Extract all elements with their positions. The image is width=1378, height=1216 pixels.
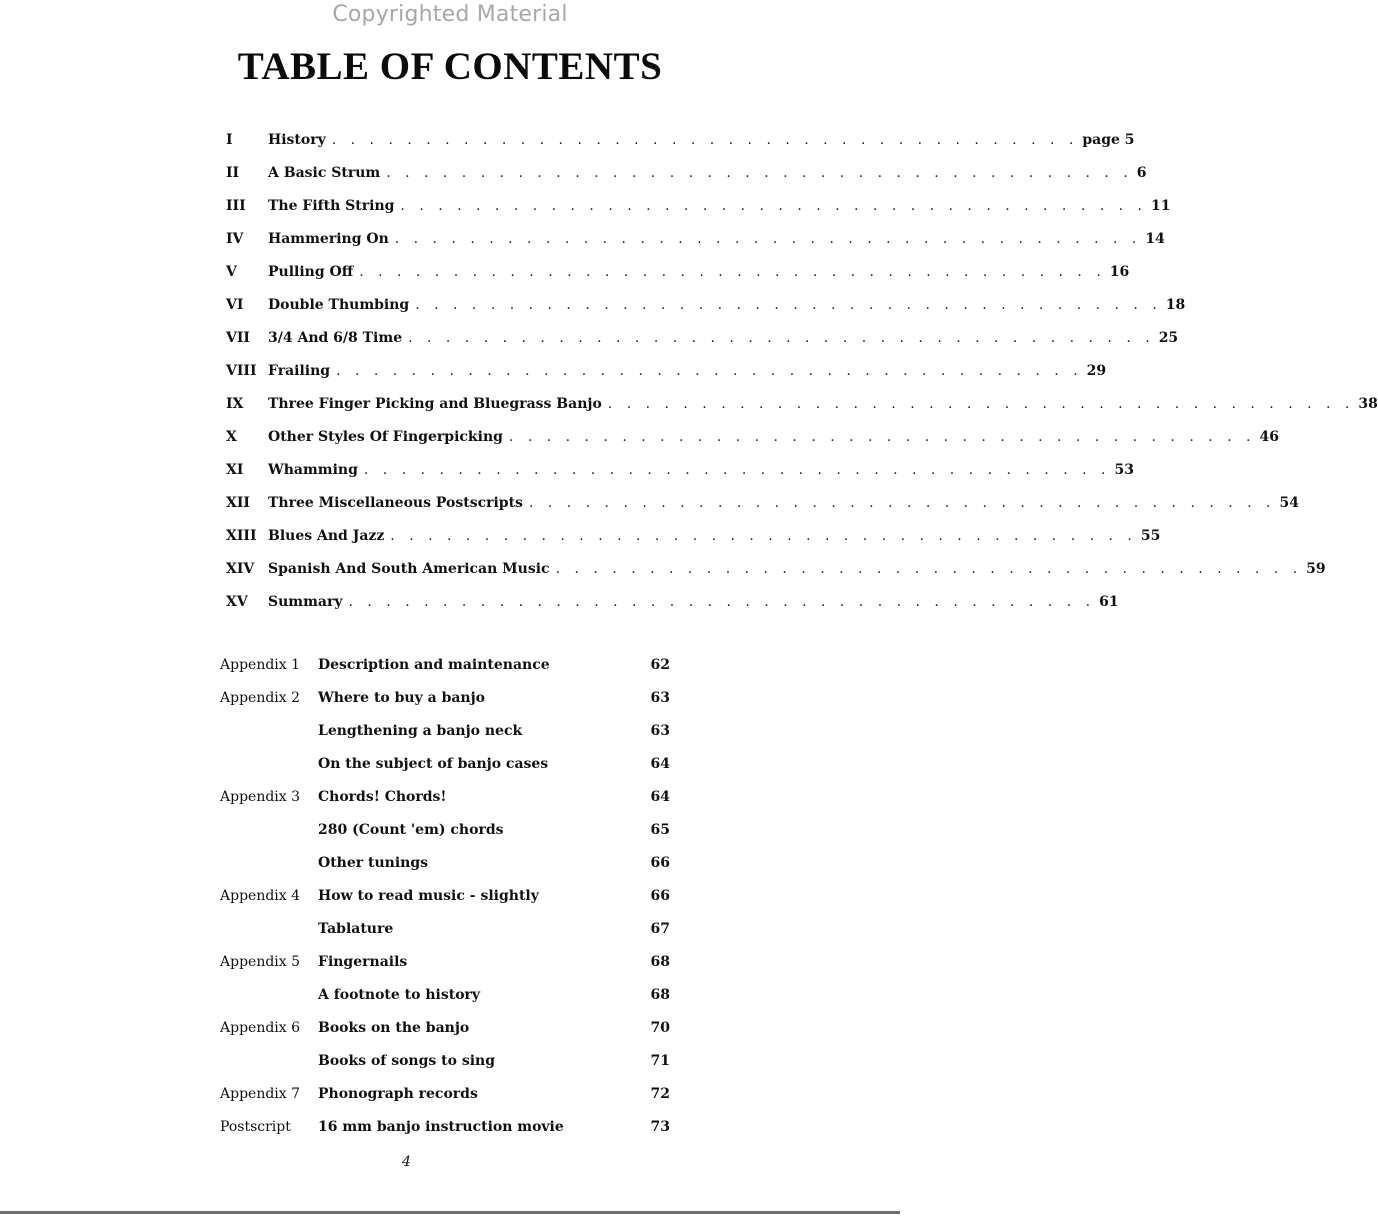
chapter-page: 59 bbox=[1306, 560, 1326, 577]
dot-leader: . . . . . . . . . . . . . . . . . . . . . . . . . . . . . . . . . . . . . . . . bbox=[336, 362, 1083, 379]
chapter-title: Three Finger Picking and Bluegrass Banjo bbox=[268, 396, 608, 412]
chapter-title: Three Miscellaneous Postscripts bbox=[268, 495, 529, 511]
dot-leader: . . . . . . . . . . . . . . . . . . . . . . . . . . . . . . . . . . . . . . . . bbox=[408, 329, 1155, 346]
appendix-label: Appendix 4 bbox=[220, 887, 301, 904]
toc-chapter-row bbox=[226, 585, 1119, 618]
toc-appendix-row bbox=[220, 879, 670, 912]
chapter-title: Hammering On bbox=[268, 231, 395, 247]
appendix-title: Lengthening a banjo neck bbox=[318, 722, 523, 739]
chapter-number: XII bbox=[226, 494, 250, 511]
appendix-page: 73 bbox=[650, 1118, 670, 1135]
appendix-page: 70 bbox=[650, 1019, 670, 1036]
appendix-title: 16 mm banjo instruction movie bbox=[318, 1118, 564, 1135]
page-title: TABLE OF CONTENTS bbox=[237, 45, 663, 88]
appendix-page: 68 bbox=[650, 986, 670, 1003]
chapter-title: The Fifth String bbox=[268, 198, 400, 214]
dot-leader: . . . . . . . . . . . . . . . . . . . . . . . . . . . . . . . . . . . . . . . . bbox=[607, 395, 1355, 412]
chapter-title: Pulling Off bbox=[268, 264, 359, 280]
appendix-title: How to read music - slightly bbox=[318, 887, 539, 904]
chapter-number: I bbox=[226, 131, 233, 148]
appendix-title: Where to buy a banjo bbox=[318, 689, 486, 706]
appendix-title: A footnote to history bbox=[318, 986, 481, 1003]
appendix-page: 62 bbox=[650, 656, 670, 673]
dot-leader: . . . . . . . . . . . . . . . . . . . . . . . . . . . . . . . . . . . . . . . . bbox=[359, 263, 1106, 280]
chapter-number: XV bbox=[226, 593, 248, 610]
dot-leader: . . . . . . . . . . . . . . . . . . . . . . . . . . . . . . . . . . . . . . . . bbox=[394, 230, 1142, 247]
dot-leader: . . . . . . . . . . . . . . . . . . . . . . . . . . . . . . . . . . . . . . . . bbox=[363, 461, 1111, 478]
chapter-title: Spanish And South American Music bbox=[268, 561, 556, 577]
chapter-page: 14 bbox=[1145, 230, 1165, 247]
appendix-label: Appendix 6 bbox=[220, 1019, 301, 1036]
toc-appendix-row bbox=[220, 945, 670, 978]
appendix-label: Appendix 3 bbox=[220, 788, 301, 805]
toc-appendix-row bbox=[220, 1110, 670, 1143]
toc-chapter-row bbox=[226, 552, 1326, 585]
appendix-title: Description and maintenance bbox=[318, 656, 550, 673]
toc-appendix-row bbox=[220, 1077, 670, 1110]
dot-leader: . . . . . . . . . . . . . . . . . . . . . . . . . . . . . . . . . . . . . . . . bbox=[400, 197, 1147, 214]
toc-appendix-row bbox=[220, 846, 670, 879]
chapter-page: 53 bbox=[1114, 461, 1134, 478]
dot-leader: . . . . . . . . . . . . . . . . . . . . . . . . . . . . . . . . . . . . . . . . bbox=[348, 593, 1096, 610]
appendix-title: 280 (Count 'em) chords bbox=[318, 821, 504, 838]
dot-leader: . . . . . . . . . . . . . . . . . . . . . . . . . . . . . . . . . . . . . . . . bbox=[415, 296, 1162, 313]
appendix-title: Other tunings bbox=[318, 854, 428, 871]
toc-appendix-row bbox=[220, 747, 670, 780]
chapter-page: 18 bbox=[1165, 296, 1186, 313]
chapter-page: 38 bbox=[1358, 395, 1378, 412]
chapter-number: II bbox=[226, 164, 240, 181]
chapter-title: 3/4 And 6/8 Time bbox=[268, 330, 408, 346]
appendix-page: 64 bbox=[650, 755, 670, 772]
appendix-title: Chords! Chords! bbox=[318, 788, 447, 805]
chapter-title: History bbox=[268, 132, 332, 148]
dot-leader: . . . . . . . . . . . . . . . . . . . . . . . . . . . . . . . . . . . . . . . . bbox=[555, 560, 1303, 577]
appendix-label: Appendix 1 bbox=[220, 656, 301, 673]
chapter-title: Summary bbox=[268, 594, 349, 610]
toc-appendix-row bbox=[220, 681, 670, 714]
page-number: 4 bbox=[402, 1154, 411, 1170]
toc-appendix-row bbox=[220, 978, 670, 1011]
chapter-page: 46 bbox=[1259, 428, 1279, 445]
dot-leader: . . . . . . . . . . . . . . . . . . . . . . . . . . . . . . . . . . . . . . . . bbox=[331, 131, 1079, 148]
appendix-page: 65 bbox=[650, 821, 670, 838]
dot-leader: . . . . . . . . . . . . . . . . . . . . . . . . . . . . . . . . . . . . . . . . bbox=[390, 527, 1137, 544]
chapter-title: Blues And Jazz bbox=[268, 528, 390, 544]
copyright-watermark: Copyrighted Material bbox=[332, 2, 568, 27]
toc-appendix-row bbox=[220, 648, 670, 681]
toc-chapter-row bbox=[226, 354, 1107, 387]
toc-chapter-row bbox=[226, 453, 1134, 486]
chapter-page: 25 bbox=[1158, 329, 1179, 346]
appendix-page: 63 bbox=[650, 689, 670, 706]
chapter-number: V bbox=[226, 263, 237, 280]
chapter-number: VI bbox=[226, 296, 244, 313]
chapter-number: XI bbox=[226, 461, 244, 478]
toc-chapter-row bbox=[226, 156, 1147, 189]
chapter-page: page 5 bbox=[1082, 131, 1135, 148]
chapter-title: Double Thumbing bbox=[268, 297, 415, 313]
toc-chapter-row bbox=[226, 486, 1299, 519]
chapter-title: A Basic Strum bbox=[268, 165, 386, 181]
toc-appendix-row bbox=[220, 813, 670, 846]
chapter-number: X bbox=[226, 428, 237, 445]
toc-chapter-row bbox=[226, 123, 1135, 156]
chapter-title: Frailing bbox=[268, 363, 336, 379]
toc-appendix-row bbox=[220, 1044, 670, 1077]
dot-leader: . . . . . . . . . . . . . . . . . . . . . . . . . . . . . . . . . . . . . . . . bbox=[508, 428, 1256, 445]
chapter-title: Whamming bbox=[268, 462, 364, 478]
toc-chapter-row bbox=[226, 519, 1161, 552]
appendix-title: Fingernails bbox=[318, 953, 408, 970]
appendix-page: 66 bbox=[650, 854, 670, 871]
dot-leader: . . . . . . . . . . . . . . . . . . . . . . . . . . . . . . . . . . . . . . . . bbox=[386, 164, 1133, 181]
chapter-page: 61 bbox=[1099, 593, 1119, 610]
appendix-page: 71 bbox=[650, 1052, 670, 1069]
appendix-page: 67 bbox=[650, 920, 670, 937]
appendix-title: Phonograph records bbox=[318, 1085, 478, 1102]
chapter-number: III bbox=[226, 197, 246, 214]
toc-appendix-row bbox=[220, 1011, 670, 1044]
chapter-number: XIV bbox=[226, 560, 255, 577]
toc-chapter-row bbox=[226, 189, 1171, 222]
appendix-title: On the subject of banjo cases bbox=[318, 755, 549, 772]
appendix-title: Books on the banjo bbox=[318, 1019, 470, 1036]
toc-appendix-row bbox=[220, 780, 670, 813]
chapter-page: 11 bbox=[1151, 197, 1171, 214]
toc-appendix-row bbox=[220, 714, 670, 747]
appendix-page: 63 bbox=[650, 722, 670, 739]
chapter-page: 29 bbox=[1086, 362, 1107, 379]
toc-appendix-row bbox=[220, 912, 670, 945]
chapter-title: Other Styles Of Fingerpicking bbox=[268, 429, 509, 445]
toc-chapter-row bbox=[226, 387, 1378, 420]
appendix-label: Postscript bbox=[220, 1118, 291, 1135]
toc-chapter-row bbox=[226, 222, 1165, 255]
dot-leader: . . . . . . . . . . . . . . . . . . . . . . . . . . . . . . . . . . . . . . . . bbox=[528, 494, 1276, 511]
appendix-title: Books of songs to sing bbox=[318, 1052, 495, 1069]
appendix-label: Appendix 2 bbox=[220, 689, 301, 706]
toc-chapter-row bbox=[226, 255, 1130, 288]
appendix-title: Tablature bbox=[318, 920, 394, 937]
appendix-page: 72 bbox=[650, 1085, 670, 1102]
chapter-page: 55 bbox=[1140, 527, 1161, 544]
appendix-page: 68 bbox=[650, 953, 670, 970]
chapter-list bbox=[226, 123, 1378, 618]
toc-chapter-row bbox=[226, 321, 1179, 354]
chapter-number: IV bbox=[226, 230, 244, 247]
chapter-page: 16 bbox=[1109, 263, 1130, 280]
appendix-page: 66 bbox=[650, 887, 670, 904]
chapter-number: IX bbox=[226, 395, 244, 412]
appendix-list bbox=[220, 648, 670, 1143]
chapter-page: 6 bbox=[1136, 164, 1147, 181]
appendix-label: Appendix 7 bbox=[220, 1085, 301, 1102]
bottom-rule bbox=[0, 1211, 900, 1214]
appendix-label: Appendix 5 bbox=[220, 953, 301, 970]
appendix-page: 64 bbox=[650, 788, 670, 805]
chapter-number: XIII bbox=[226, 527, 257, 544]
chapter-number: VII bbox=[226, 329, 250, 346]
toc-chapter-row bbox=[226, 288, 1186, 321]
toc-chapter-row bbox=[226, 420, 1279, 453]
chapter-page: 54 bbox=[1279, 494, 1299, 511]
chapter-number: VIII bbox=[226, 362, 257, 379]
